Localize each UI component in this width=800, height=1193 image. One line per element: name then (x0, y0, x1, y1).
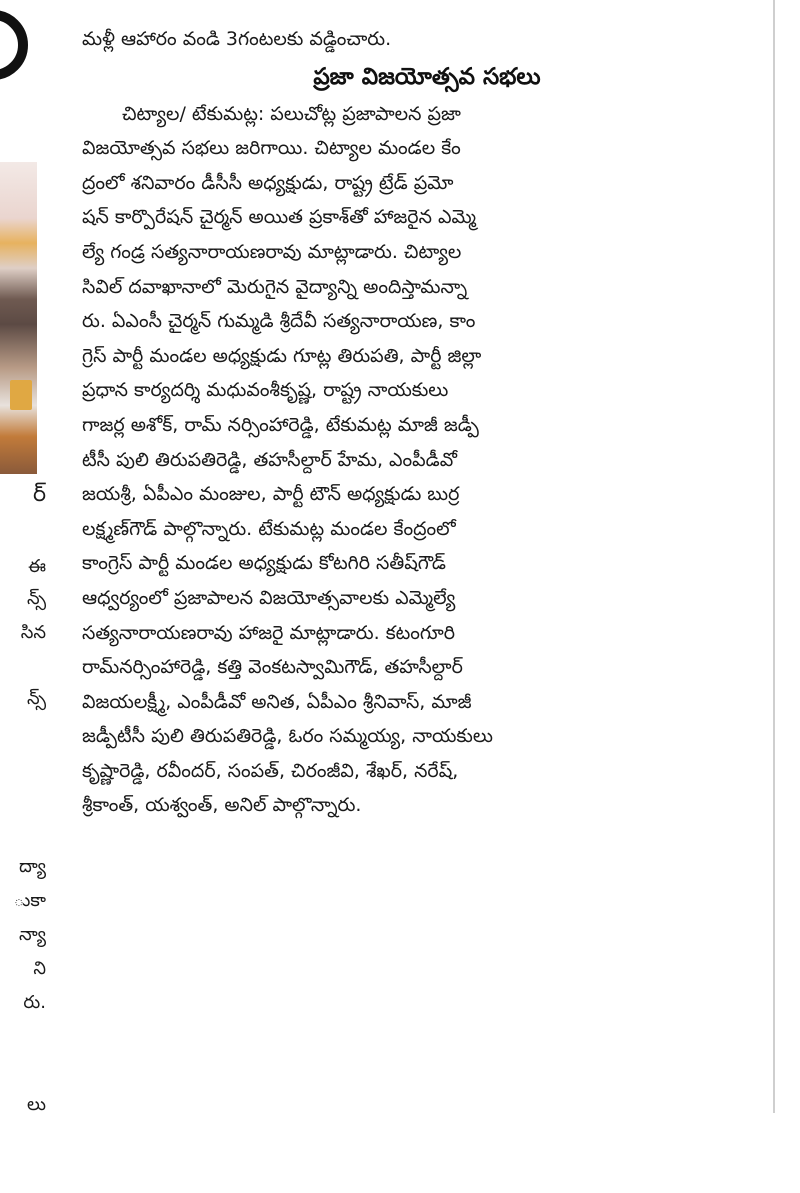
left-fragment: రు. (23, 992, 46, 1013)
article-body-line: ఆధ్వర్యంలో ప్రజాపాలన విజయోత్సవాలకు ఎమ్మెల్యే (82, 586, 456, 609)
article-body-line: ప్రధాన కార్యదర్శి మధువంశీకృష్ణ, రాష్ట్ర నాయకులు (82, 379, 449, 402)
left-fragment: ఈ (28, 556, 46, 577)
left-fragment: లు (27, 1094, 46, 1115)
left-fragment: న్యా (19, 924, 46, 945)
column-divider (773, 0, 775, 1113)
article-body-line: చిట్యాల/ టేకుమట్ల: పలుచోట్ల ప్రజాపాలన ప్రజా (122, 102, 461, 125)
article-body-line: కాంగ్రెస్ పార్టీ మండల అధ్యక్షుడు కోటగిరి సతీష్‌గౌడ్ (82, 552, 446, 575)
left-fragment: ని (33, 958, 46, 979)
article (82, 22, 752, 823)
left-fragment: సిన (20, 622, 46, 643)
left-fragment-caption: ర్ (32, 482, 46, 507)
left-fragment: ద్యా (19, 856, 46, 877)
left-photo (0, 162, 37, 474)
left-fragment: న్స్ (26, 688, 46, 709)
partial-logo-circle (0, 10, 28, 80)
left-column-clipped (0, 0, 52, 1193)
article-body-line: జయశ్రీ, ఏపీఎం మంజుల, పార్టీ టౌన్ అధ్యక్షుడు బుర్ర (82, 483, 460, 506)
article-body-line: రామ్‌నర్సింహారెడ్డి, కత్తి వెంకటస్వామిగౌడ్, తహసీల్దార్ (82, 656, 463, 679)
article-body-line: లక్ష్మణ్‌గౌడ్ పాల్గొన్నారు. టేకుమట్ల మండల కేంద్రంలో (82, 517, 456, 540)
intro-line: మళ్లీ ఆహారం వండి 3గంటలకు వడ్డించారు. (82, 28, 392, 50)
article-body-line: జడ్పీటీసీ పులి తిరుపతిరెడ్డి, ఓరం సమ్మయ్య, నాయకులు (82, 725, 493, 748)
article-body-line: కృష్ణారెడ్డి, రవీందర్, సంపత్, చిరంజీవి, శేఖర్, నరేష్, (82, 759, 459, 782)
article-body-line: సివిల్ దవాఖానాలో మెరుగైన వైద్యాన్ని అందిస్తామన్నా (82, 275, 468, 298)
photo-badge (10, 380, 32, 410)
article-body (82, 97, 752, 823)
left-fragment: ుకా (13, 890, 46, 911)
article-body-line: షన్ కార్పొరేషన్ చైర్మన్ అయిత ప్రకాశ్‌తో హాజరైన ఎమ్మె (82, 206, 477, 229)
article-body-line: గాజర్ల అశోక్, రామ్ నర్సింహారెడ్డి, టేకుమట్ల మాజీ జడ్పీ (82, 413, 479, 436)
article-body-line: శ్రీకాంత్, యశ్వంత్, అనిల్ పాల్గొన్నారు. (82, 794, 362, 817)
article-body-line: ద్రంలో శనివారం డీసీసీ అధ్యక్షుడు, రాష్ట్ర ట్రేడ్ ప్రమో (82, 171, 454, 194)
article-body-line: గ్రెస్ పార్టీ మండల అధ్యక్షుడు గూట్ల తిరుపతి, పార్టీ జిల్లా (82, 344, 482, 367)
article-body-line: విజయోత్సవ సభలు జరిగాయి. చిట్యాల మండల కేం (82, 137, 461, 160)
article-body-line: టీసీ పులి తిరుపతిరెడ్డి, తహసీల్దార్ హేమ, ఎంపీడీవో (82, 448, 457, 471)
article-body-line: విజయలక్ష్మీ, ఎంపీడీవో అనిత, ఏపీఎం శ్రీనివాస్, మాజీ (82, 690, 472, 713)
article-body-line: సత్యనారాయణరావు హాజరై మాట్లాడారు. కటంగూరి (82, 621, 455, 644)
article-body-line: ల్యే గండ్ర సత్యనారాయణరావు మాట్లాడారు. చిట్యాల (82, 240, 462, 263)
article-body-line: రు. ఏఎంసీ చైర్మన్ గుమ్మడి శ్రీదేవీ సత్యనారాయణ, కాం (82, 310, 476, 333)
article-headline: ప్రజా విజయోత్సవ సభలు (313, 63, 541, 90)
left-fragment: న్స్ (26, 588, 46, 609)
